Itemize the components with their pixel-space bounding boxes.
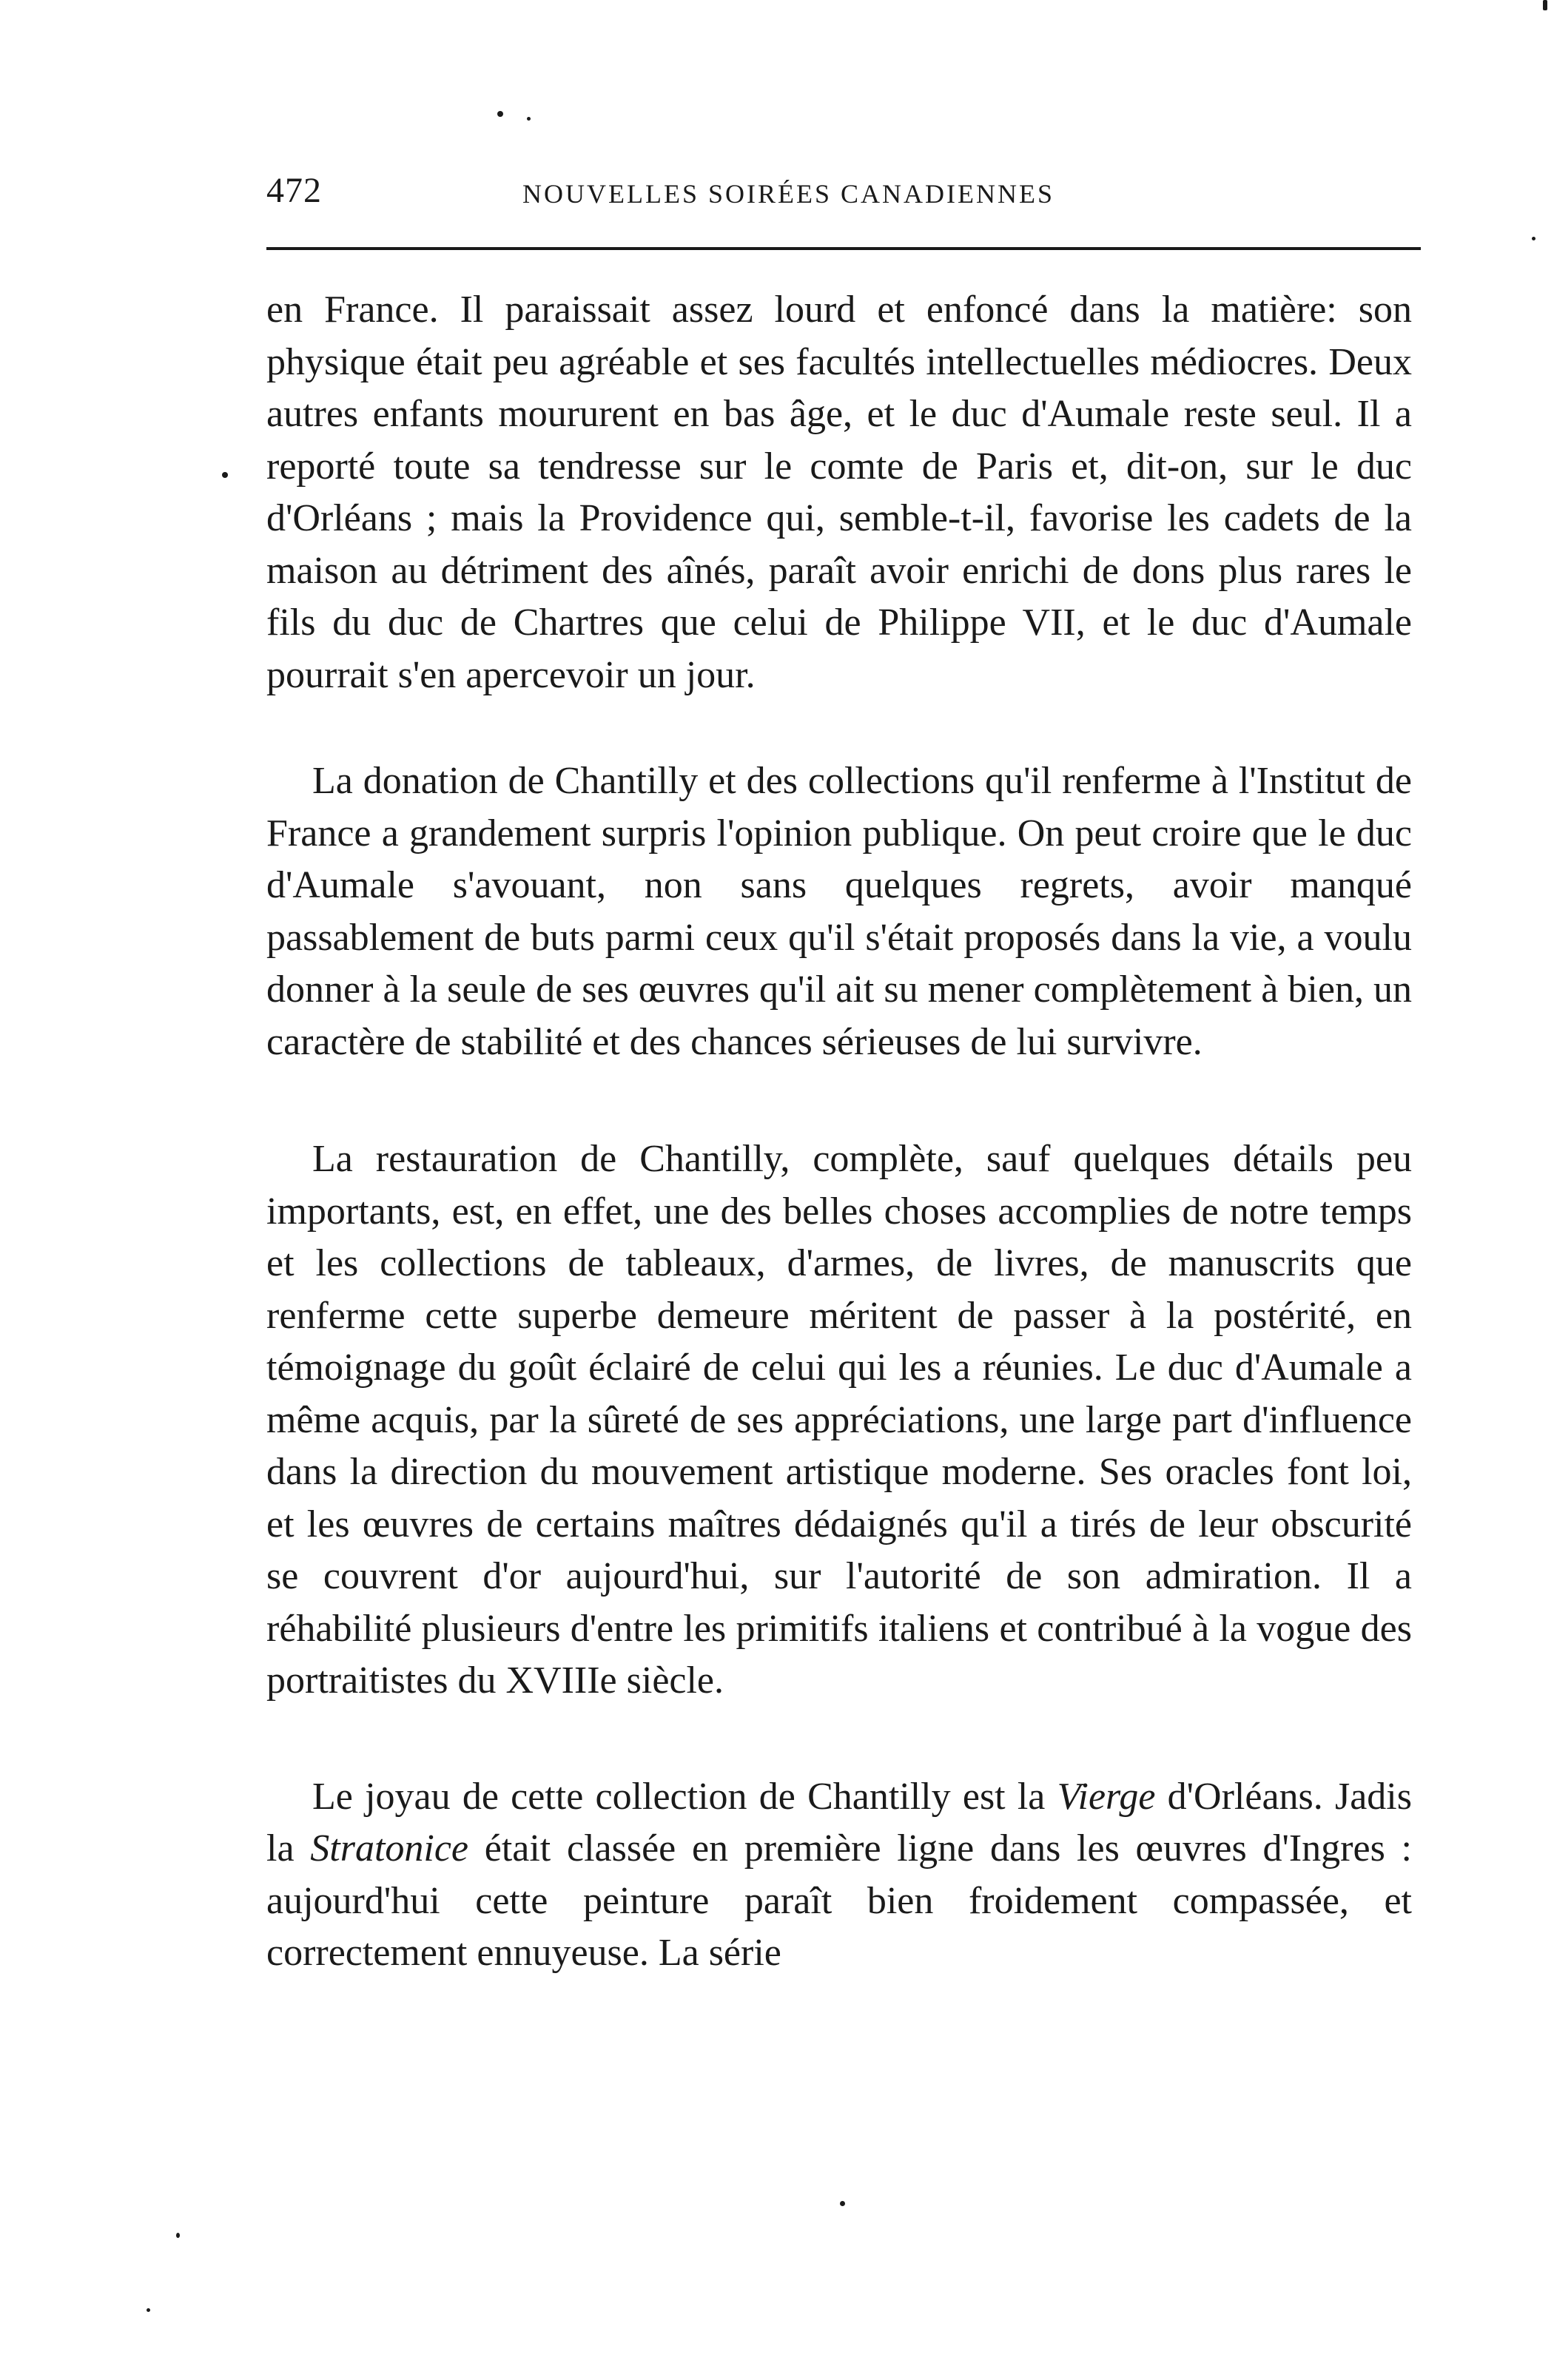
header-rule <box>266 247 1421 250</box>
paragraph-4-italic-stratonice: Stratonice <box>310 1827 469 1870</box>
scan-speck <box>527 117 531 121</box>
paragraph-4-part-2: d'Orléans. Jadis la <box>266 1775 1412 1870</box>
scan-speck <box>222 472 228 478</box>
paragraph-2: La donation de Chantilly et des collections qu'il renferme à l'Institut de France a grandement surpris l'opinion publique. On peut croire que le duc d'Aumale s'avouant, non sans quelques regrets, avoir manqué passablement de buts parmi ceux qu'il s'était proposés dans la vie, a voulu donner à la seule de ses œuvres qu'il ait su mener complètement à bien, un caractère de stabilité et des chances sérieuses de lui survivre. <box>266 760 1412 1063</box>
scan-speck <box>497 111 503 117</box>
scan-speck <box>1532 237 1536 240</box>
paragraph-4-italic-vierge: Vierge <box>1057 1775 1156 1818</box>
page-header <box>266 169 1421 220</box>
paragraph-4-part-1: Le joyau de cette collection de Chantilly est la <box>312 1775 1057 1818</box>
scan-speck <box>176 2233 180 2238</box>
body-text <box>266 284 1412 1980</box>
scan-speck <box>1543 0 1547 10</box>
paragraph-3: La restauration de Chantilly, complète, sauf quelques détails peu importants, est, en effet, une des belles choses accomplies de notre temps et les collections de tableaux, d'armes, de livres, de manuscrits que renferme cette superbe demeure méritent de passer à la postérité, en témoignage du goût éclairé de celui qui les a réunies. Le duc d'Aumale a même acquis, par la sûreté de ses appréciations, une large part d'influence dans la direction du mouvement artistique moderne. Ses oracles font loi, et les œuvres de certains maîtres dédaignés qu'il a tirés de leur obscurité se couvrent d'or aujourd'hui, sur l'autorité de son admiration. Il a réhabilité plusieurs d'entre les primitifs italiens et contribué à la vogue des portraitistes du XVIIIe siècle. <box>266 1138 1412 1702</box>
paragraph-4-part-3: était classée en première ligne dans les œuvres d'Ingres : aujourd'hui cette peinture paraît bien froidement compassée, et correctement ennuyeuse. La série <box>266 1827 1412 1974</box>
paragraph-4 <box>266 1771 1412 1980</box>
paragraph-1: en France. Il paraissait assez lourd et enfoncé dans la matière: son physique était peu agréable et ses facultés intellectuelles médiocres. Deux autres enfants moururent en bas âge, et le duc d'Aumale reste seul. Il a reporté toute sa tendresse sur le comte de Paris et, dit-on, sur le duc d'Orléans ; mais la Providence qui, semble-t-il, favorise les cadets de la maison au détriment des aînés, paraît avoir enrichi de dons plus rares le fils du duc de Chartres que celui de Philippe VII, et le duc d'Aumale pourrait s'en apercevoir un jour. <box>266 289 1412 696</box>
scan-speck <box>147 2308 150 2312</box>
running-title: NOUVELLES SOIRÉES CANADIENNES <box>522 179 1054 209</box>
page-number: 472 <box>266 171 322 210</box>
scan-speck <box>840 2201 845 2206</box>
